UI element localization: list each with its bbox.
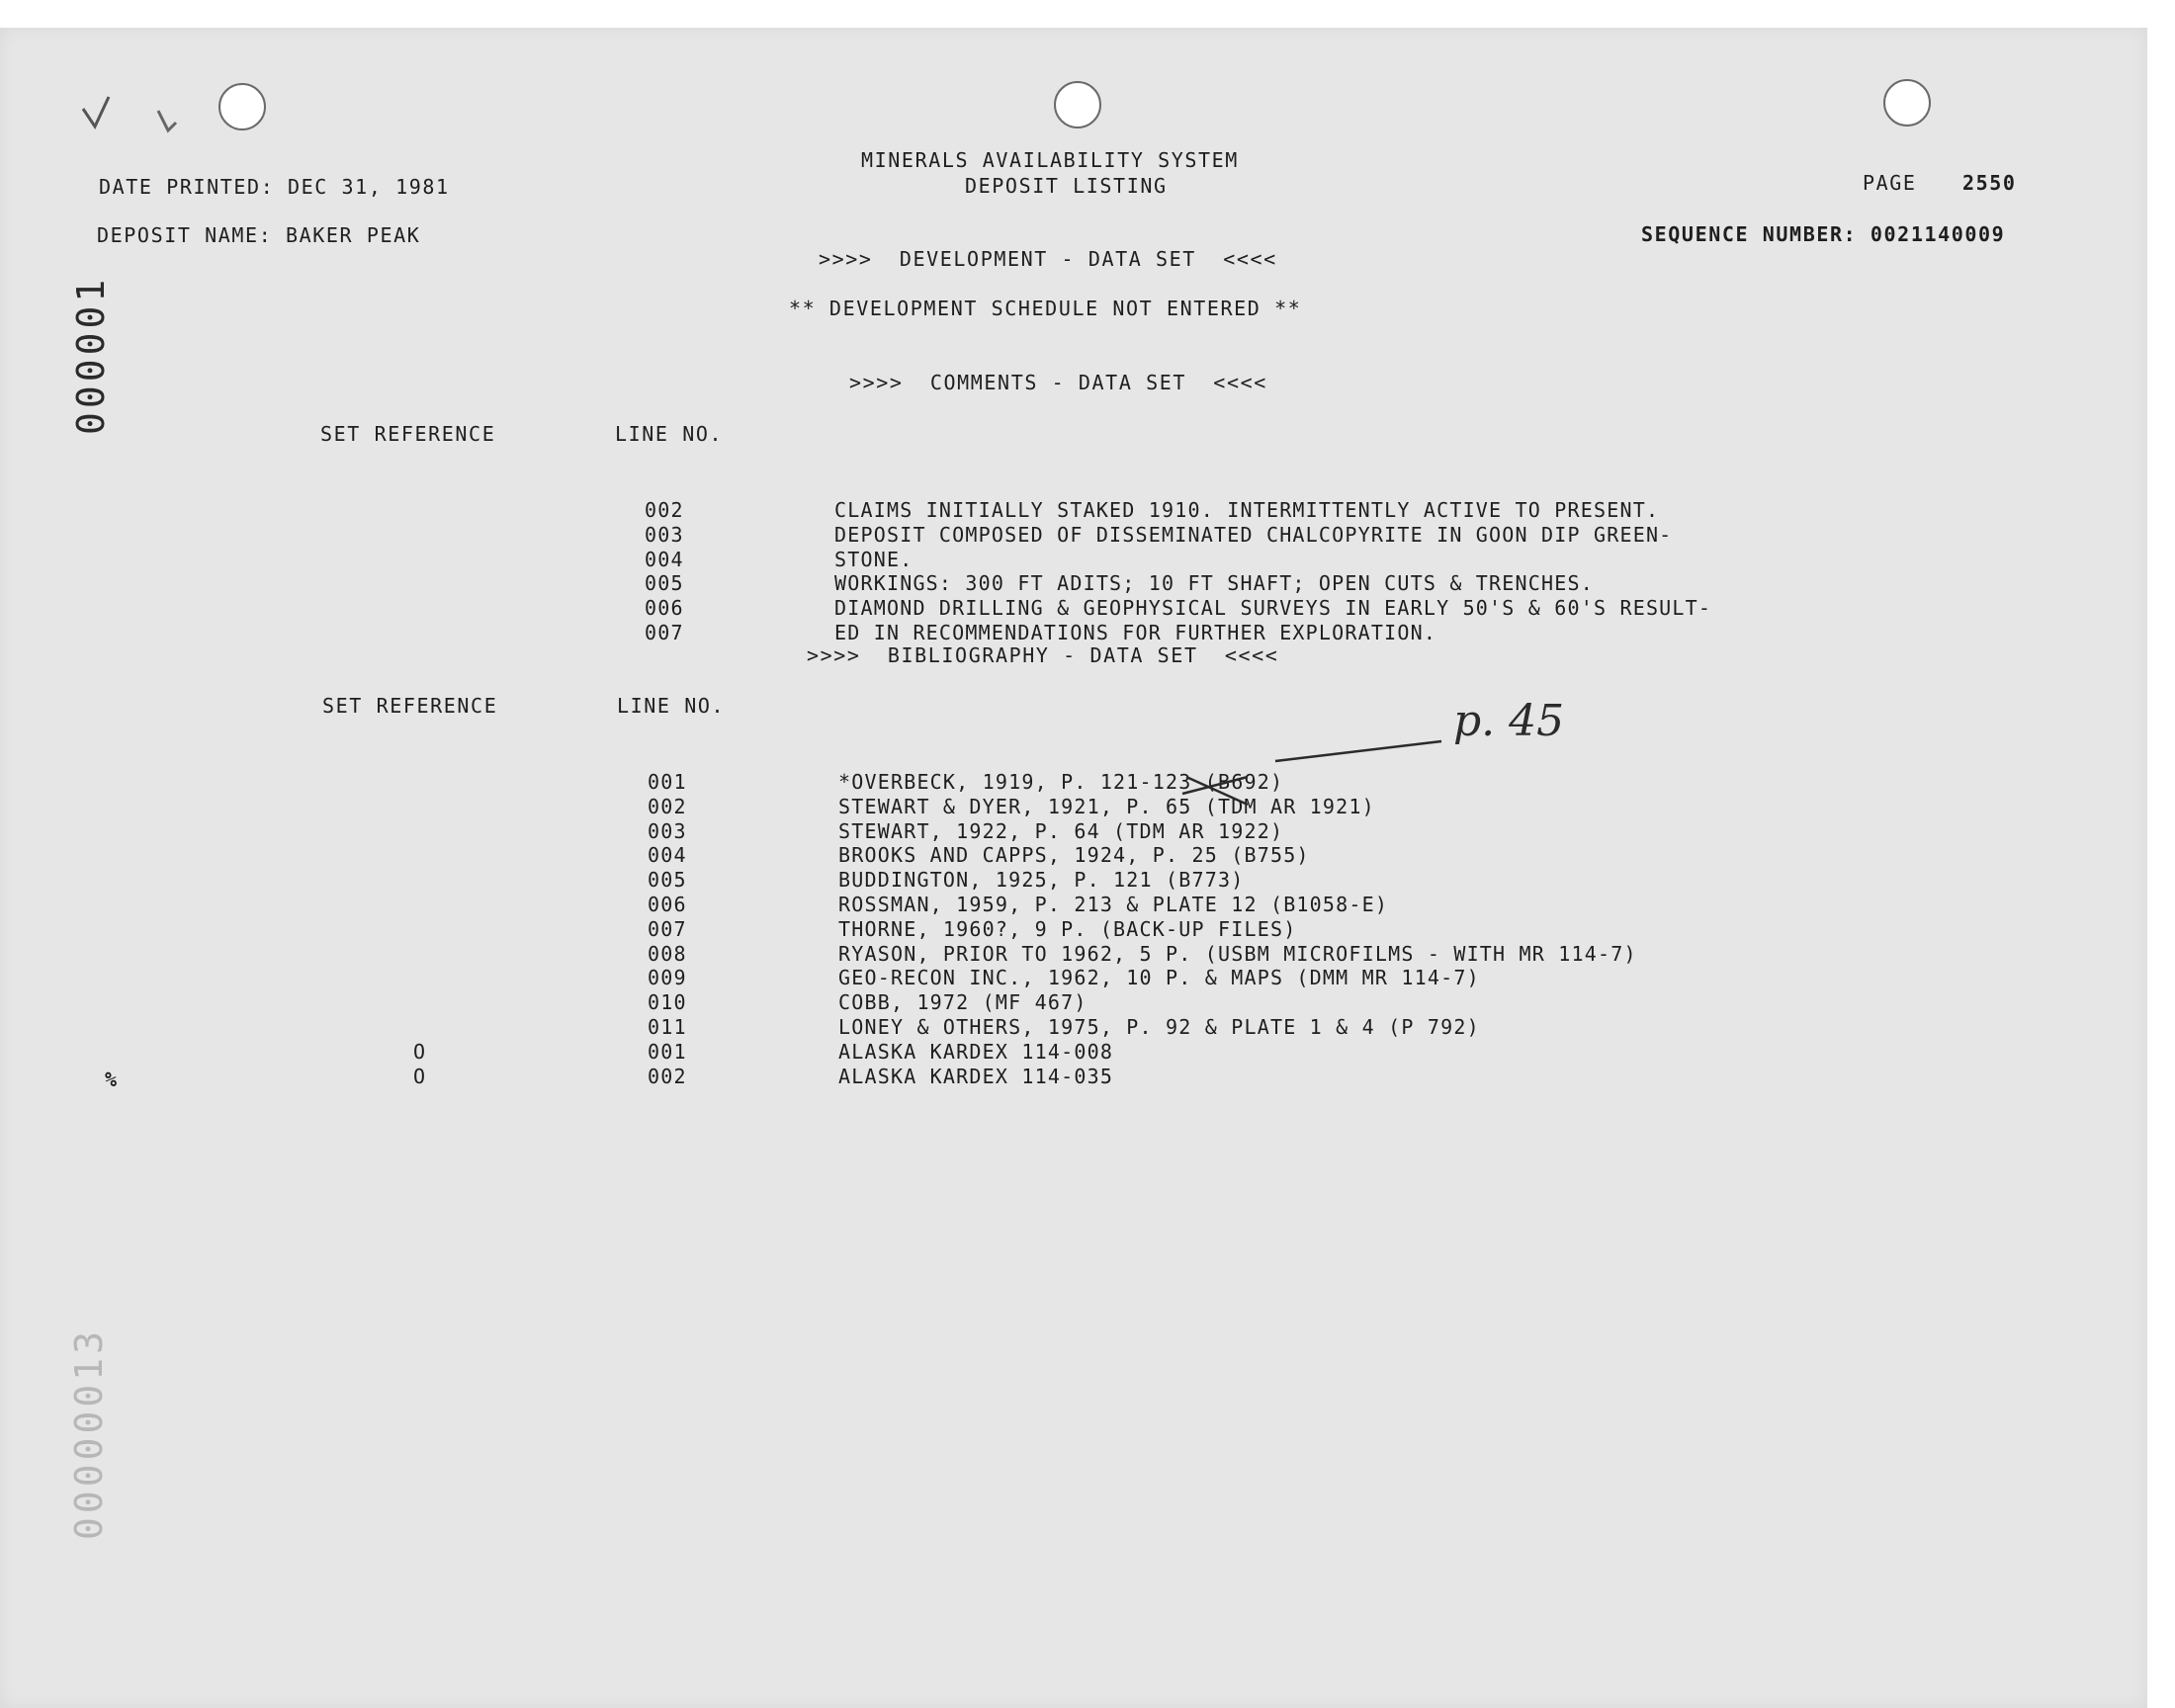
system-title: MINERALS AVAILABILITY SYSTEM	[861, 148, 1239, 172]
comments-col-line-no: LINE NO.	[615, 422, 724, 446]
row-line-number: 010	[648, 990, 687, 1015]
row-line-number: 005	[645, 571, 684, 596]
comments-col-set-reference: SET REFERENCE	[320, 422, 496, 446]
row-text: BUDDINGTON, 1925, P. 121 (B773)	[838, 868, 1245, 893]
row-text: CLAIMS INITIALLY STAKED 1910. INTERMITTENTLY ACTIVE TO PRESENT.	[834, 498, 1660, 522]
row-line-number: 003	[645, 522, 684, 547]
margin-code-bottom: 00000013	[67, 1326, 111, 1540]
row-line-number: 003	[648, 818, 687, 843]
row-line-number: 005	[648, 868, 687, 893]
row-line-number: 002	[645, 498, 684, 522]
row-line-number: 011	[648, 1015, 687, 1039]
bibliography-col-line-no: LINE NO.	[617, 694, 726, 718]
row-line-number: 009	[648, 966, 687, 990]
development-note: ** DEVELOPMENT SCHEDULE NOT ENTERED **	[789, 297, 1302, 320]
handwritten-page-note: p. 45	[1453, 696, 1565, 746]
sequence-number: SEQUENCE NUMBER: 0021140009	[1641, 222, 2006, 246]
development-heading: >>>> DEVELOPMENT - DATA SET <<<<	[819, 247, 1277, 271]
row-text: DIAMOND DRILLING & GEOPHYSICAL SURVEYS IN EARLY 50'S & 60'S RESULT-	[834, 596, 1712, 621]
row-text: GEO-RECON INC., 1962, 10 P. & MAPS (DMM MR 114-7)	[838, 966, 1480, 990]
row-line-number: 007	[648, 916, 687, 941]
row-text: DEPOSIT COMPOSED OF DISSEMINATED CHALCOPYRITE IN GOON DIP GREEN-	[834, 522, 1673, 547]
row-text: *OVERBECK, 1919, P. 121-123 (B692)	[838, 770, 1284, 794]
row-line-number: 001	[648, 770, 687, 794]
row-line-number: 004	[645, 547, 684, 571]
row-text: ALASKA KARDEX 114-035	[838, 1064, 1114, 1088]
bibliography-heading: >>>> BIBLIOGRAPHY - DATA SET <<<<	[807, 643, 1279, 667]
row-set-reference: O	[413, 1064, 427, 1088]
row-text: ROSSMAN, 1959, P. 213 & PLATE 12 (B1058-E)	[838, 893, 1389, 916]
row-text: COBB, 1972 (MF 467)	[838, 990, 1088, 1015]
row-line-number: 006	[648, 893, 687, 916]
row-line-number: 002	[648, 1064, 687, 1088]
row-text: WORKINGS: 300 FT ADITS; 10 FT SHAFT; OPEN CUTS & TRENCHES.	[834, 571, 1594, 596]
row-text: BROOKS AND CAPPS, 1924, P. 25 (B755)	[838, 843, 1310, 868]
row-line-number: 001	[648, 1039, 687, 1064]
row-text: ED IN RECOMMENDATIONS FOR FURTHER EXPLORATION.	[834, 621, 1437, 644]
row-line-number: 002	[648, 794, 687, 818]
deposit-name: DEPOSIT NAME: BAKER PEAK	[97, 223, 421, 247]
comments-heading: >>>> COMMENTS - DATA SET <<<<	[849, 371, 1267, 394]
margin-code-top: 000001	[69, 275, 113, 435]
row-set-reference: O	[413, 1039, 427, 1064]
row-text: LONEY & OTHERS, 1975, P. 92 & PLATE 1 & 4 (P 792)	[838, 1015, 1480, 1039]
page-number: 2550	[1962, 171, 2017, 195]
annotation-tick-mark	[83, 97, 109, 127]
annotation-scribble	[158, 111, 176, 130]
row-line-number: 008	[648, 941, 687, 966]
annotation-arrow-line	[1275, 741, 1441, 761]
listing-title: DEPOSIT LISTING	[965, 174, 1168, 198]
row-line-number: 004	[648, 843, 687, 868]
row-text: STONE.	[834, 547, 914, 571]
row-text: STEWART, 1922, P. 64 (TDM AR 1922)	[838, 818, 1284, 843]
row-text: STEWART & DYER, 1921, P. 65 (TDM AR 1921)	[838, 794, 1375, 818]
page-label: PAGE	[1863, 171, 1917, 195]
row-text: ALASKA KARDEX 114-008	[838, 1039, 1114, 1064]
footer-mark: %	[105, 1068, 119, 1091]
annotation-strike-mark	[1182, 777, 1248, 805]
row-text: RYASON, PRIOR TO 1962, 5 P. (USBM MICROFILMS - WITH MR 114-7)	[838, 941, 1637, 966]
bibliography-col-set-reference: SET REFERENCE	[322, 694, 498, 718]
date-printed: DATE PRINTED: DEC 31, 1981	[99, 175, 450, 199]
annotation-strokes	[0, 28, 2147, 1708]
row-line-number: 006	[645, 596, 684, 621]
row-line-number: 007	[645, 621, 684, 644]
printout-sheet	[0, 28, 2147, 1708]
row-text: THORNE, 1960?, 9 P. (BACK-UP FILES)	[838, 916, 1297, 941]
